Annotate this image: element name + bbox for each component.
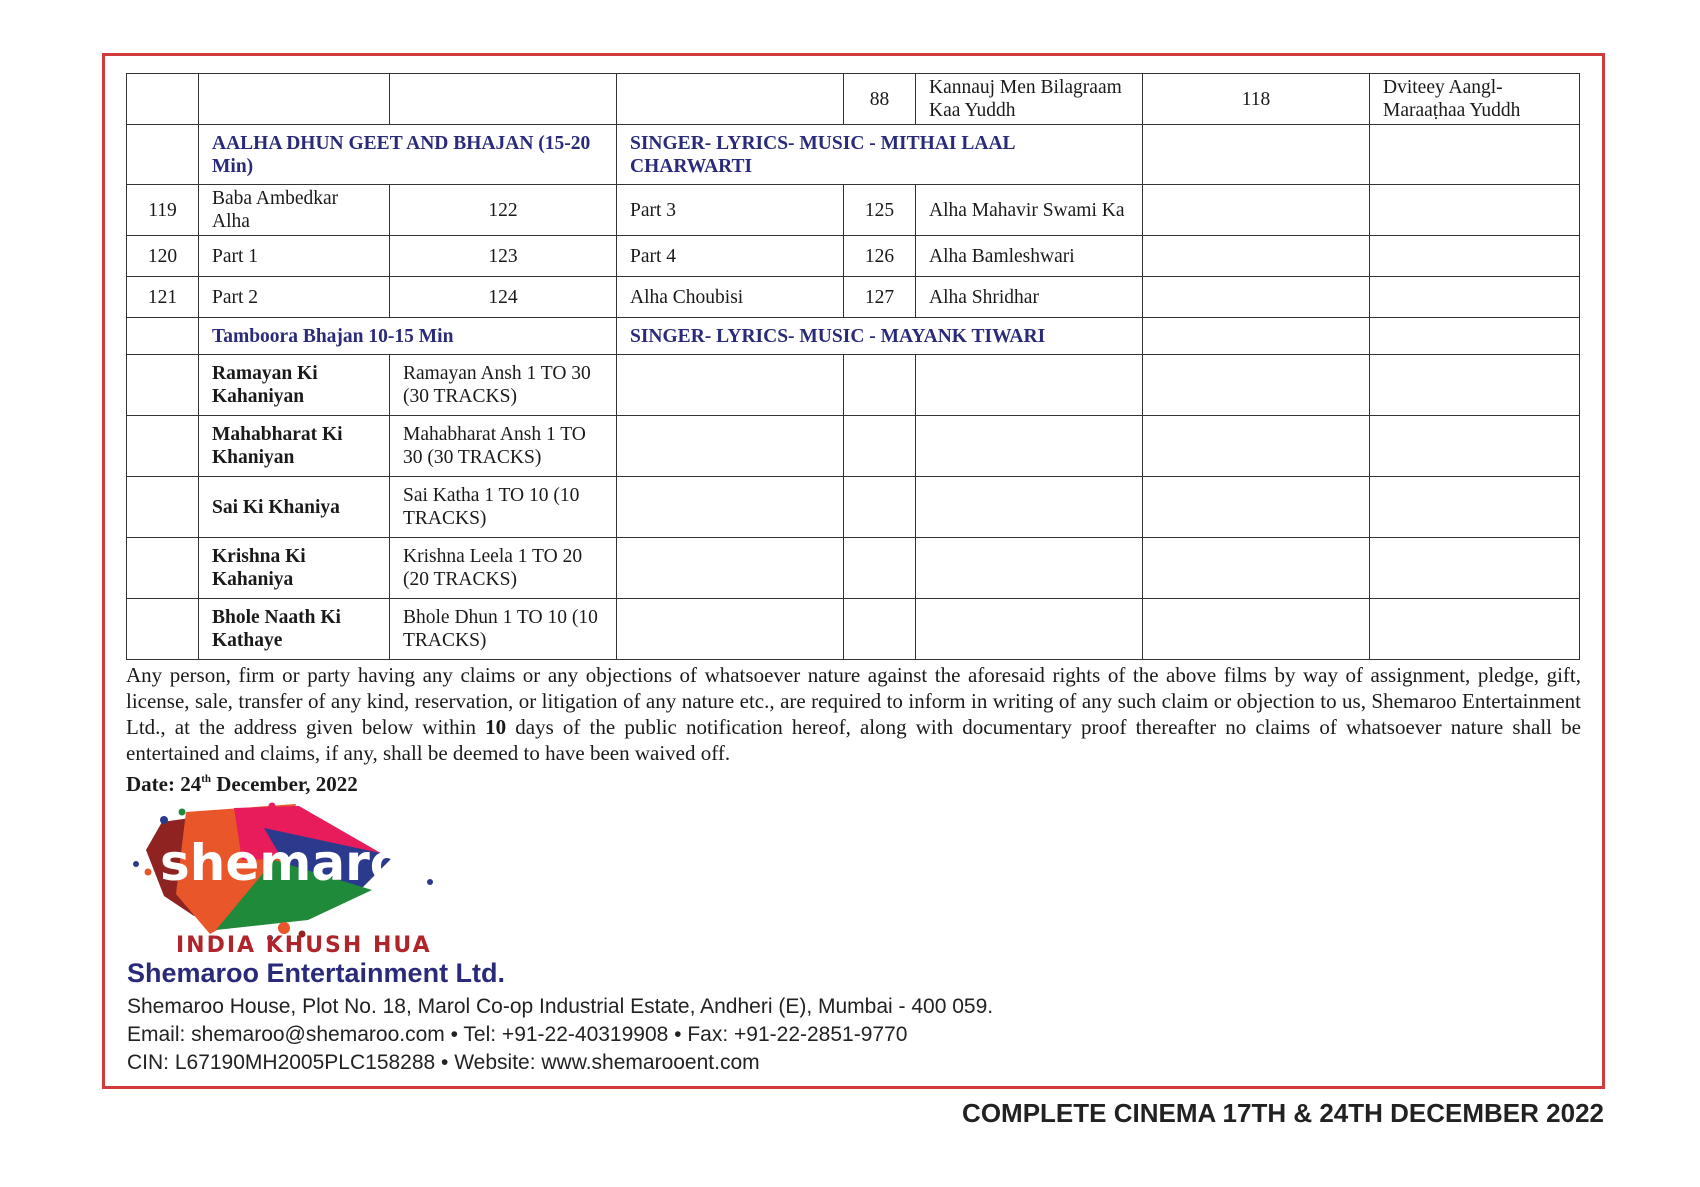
story-detail: Mahabharat Ansh 1 TO 30 (30 TRACKS) (390, 416, 617, 477)
track-number: 121 (127, 277, 199, 318)
track-title: Alha Mahavir Swami Ka (916, 185, 1143, 236)
story-detail: Krishna Leela 1 TO 20 (20 TRACKS) (390, 538, 617, 599)
story-detail: Ramayan Ansh 1 TO 30 (30 TRACKS) (390, 355, 617, 416)
table-row (127, 538, 1580, 599)
page-footer: COMPLETE CINEMA 17TH & 24TH DECEMBER 2022 (962, 1098, 1604, 1128)
section-credit: SINGER- LYRICS- MUSIC - MAYANK TIWARI (617, 318, 1143, 355)
company-contact: Email: shemaroo@shemaroo.com • Tel: +91-22-40319908 • Fax: +91-22-2851-9770 (127, 1023, 908, 1046)
date-month-year: December, 2022 (211, 772, 358, 796)
section-header-row (127, 125, 1580, 185)
story-title: Ramayan Ki Kahaniyan (199, 355, 390, 416)
legal-notice (126, 662, 1581, 766)
company-address: Shemaroo House, Plot No. 18, Marol Co-op Industrial Estate, Andheri (E), Mumbai - 400 059. (127, 995, 994, 1018)
track-number: 127 (844, 277, 916, 318)
table-row (127, 355, 1580, 416)
section-heading: AALHA DHUN GEET AND BHAJAN (15-20 Min) (199, 125, 617, 185)
logo-tagline: INDIA KHUSH HUA (176, 933, 432, 958)
track-title: Part 2 (199, 277, 390, 318)
track-title: Part 4 (617, 236, 844, 277)
date-ordinal: th (201, 773, 212, 785)
track-number: 125 (844, 185, 916, 236)
company-cin: CIN: L67190MH2005PLC158288 • Website: www.shemarooent.com (127, 1051, 760, 1074)
track-title: Alha Bamleshwari (916, 236, 1143, 277)
date-day: Date: 24 (126, 772, 202, 796)
table-row (127, 477, 1580, 538)
company-name: Shemaroo Entertainment Ltd. (127, 958, 506, 988)
track-number: 122 (390, 185, 617, 236)
track-title: Part 3 (617, 185, 844, 236)
section-heading: Tamboora Bhajan 10-15 Min (199, 318, 617, 355)
table-row (127, 236, 1580, 277)
notice-days: 10 (485, 715, 507, 739)
catalog-table (126, 73, 1580, 660)
table-row (127, 185, 1580, 236)
track-title: Part 1 (199, 236, 390, 277)
notice-text: Any person, firm or party having any claims or any objections of whatsoever nature against the aforesaid rights of the above films by way of assignment, pledge, gift, license, sale, transfer of any kind, reservation, or litigation of any nature etc., are required to inform in writing of any such claim or objection to us, Shemaroo Entertainment Ltd., at the address given below within (126, 663, 1581, 739)
track-title: Alha Choubisi (617, 277, 844, 318)
track-title: Alha Shridhar (916, 277, 1143, 318)
section-credit: SINGER- LYRICS- MUSIC - MITHAI LAAL CHARWARTI (617, 125, 1143, 185)
section-header-row (127, 318, 1580, 355)
story-detail: Sai Katha 1 TO 10 (10 TRACKS) (390, 477, 617, 538)
notice-date (126, 772, 358, 797)
track-number: 126 (844, 236, 916, 277)
notice-text-end: days of the public notification hereof, along with documentary proof thereafter no claims of whatsoever nature shall be entertained and claims, if any, shall be deemed to have been waived off. (126, 715, 1581, 765)
story-title: Krishna Ki Kahaniya (199, 538, 390, 599)
track-number: 118 (1143, 74, 1370, 125)
table-row (127, 599, 1580, 660)
track-title: Kannauj Men Bilagraam Kaa Yuddh (916, 74, 1143, 125)
table-row (127, 277, 1580, 318)
track-title: Baba Ambedkar Alha (199, 185, 390, 236)
table-row (127, 416, 1580, 477)
story-title: Bhole Naath Ki Kathaye (199, 599, 390, 660)
track-number: 119 (127, 185, 199, 236)
story-title: Mahabharat Ki Khaniyan (199, 416, 390, 477)
logo-wordmark: shemaroo (160, 834, 439, 892)
story-detail: Bhole Dhun 1 TO 10 (10 TRACKS) (390, 599, 617, 660)
track-number: 124 (390, 277, 617, 318)
track-number: 123 (390, 236, 617, 277)
track-number: 120 (127, 236, 199, 277)
track-number: 88 (844, 74, 916, 125)
table-row (127, 74, 1580, 125)
story-title: Sai Ki Khaniya (199, 477, 390, 538)
track-title: Dviteey Aangl-Maraaṭhaa Yuddh (1370, 74, 1580, 125)
